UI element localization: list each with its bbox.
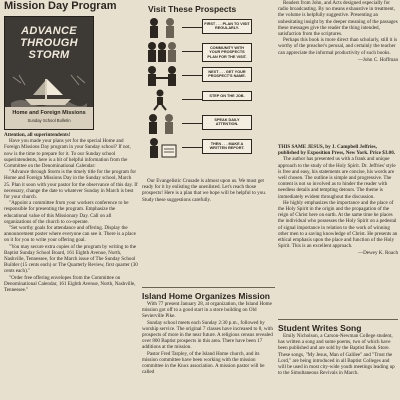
student-song-section [278,316,398,376]
section-divider [278,319,398,320]
article-title-island-home: Island Home Organizes Mission [142,291,271,301]
paragraph: Have you made your plans yet for the special Home and Foreign Missions Day program in your Sunday school? If not, now is the time to prepare for it. To our Sunday school superintendents, here is a bit of helpful information from the Committee on the Denominational Calendar: [4,138,131,170]
paragraph: With 77 present January 28, at organization, the Island Home mission got off to a good start in a store building on Old Sevierville Pike. [142,301,272,320]
paragraph: Perhaps this book is more direct than scholarly, still it is worthy of the preacher's perusal, and certainly the teacher can appreciate the informal productivity of such books. [278,37,398,56]
article-title-visit-prospects: Visit These Prospects [148,4,237,14]
paragraph: The author has presented us with a frank and unique approach to the study of the Holy Spirit. Dr. Jeffries' style is free and easy, his statements are concise, his words are well chosen. The outline is simple and progressive. The content is not so involved as to hinder the reader with needless details and tempting detours. The theme is immediately evident throughout the discussion. [278,156,396,200]
review-signature: —John C. Hoffman [357,56,398,63]
mission-poster [4,16,94,130]
paragraph: "Advance through Storm is the timely title for the program for Home and Foreign Missions Day in the Sunday school, March 25. Plan it soon with your pastor for the observance of this day. If necessary, change the date to whatever Sunday in March is best for your church. [4,169,138,201]
step-label: FIRST . . . PLAN TO VISIT REGULARLY. [202,19,252,34]
paragraph: Attention, all superintendents! [4,132,71,138]
paragraph: Sunday school meets each Sunday 2:30 p.m., followed by worship service. The original 7 classes have increased to 8, with prospects of more in the near future. A religious census revealed over 800 Baptist prospects in this area. There have been 17 additions at the mission. [142,319,273,351]
step-label: SPEAK DAILY ATTENTION. [202,115,252,130]
right-column [278,0,398,400]
middle-column [142,0,275,400]
poster-band-title: Home and Foreign Missions [12,110,86,116]
article-title-student-song: Student Writes Song [278,323,362,333]
step-label: THEN . . . MAKE A WRITTEN REPORT. [202,139,252,154]
step-label: STEP ON THE JOB. [202,91,252,101]
poster-title: ADVANCE THROUGH STORM [20,25,78,61]
paragraph: Pastor Fred Tarpley, of the Island Home church, and its mission committee have been working with the mission committee in the Knox association. A mission pastor will be called [142,350,265,376]
prospects-caption [142,178,275,203]
poster-band [5,107,93,129]
book-title: THIS SAME JESUS, by J. Campbell Jeffries, published by Exposition Press, New York. Price $3.00. [278,144,396,157]
paragraph: Emily Nicholson, a Carson-Newman College student, has written a song and some poems, two of which have been published and are sold by the Baptist Book Store. These songs, "My Jesus, Man of Galilee" and "Trust the Lord," are being introduced in all Baptist Colleges and will be used in most city-wide youth meetings leading up to the Simultaneous Revivals in March. [278,333,395,377]
island-home-section [142,284,275,375]
step-label: NEXT . . . GET YOUR PROSPECT'S NAME. [202,67,252,82]
paragraph: Readers from John, and Acts designed especially for radio broadcasting. By no means exhaustive in treatment, the volume is helpfully suggestive. Presenting an unhesitating insight by the deeper meaning of the passages these messages give the reader the thing intended, satisfaction from the scriptures. [278,0,398,38]
paragraph: Our Evangelistic Crusade is almost upon us. We must get ready for it by enlisting the unenlisted. Let's reach those prospects! Here is a plan that we hope will be helpful to you. Study these suggestions carefully. [142,178,267,203]
step-label: COMMUNITY WITH YOUR PROSPECTS PLAN FOR THE VISIT. [202,43,252,62]
review-one [278,0,398,65]
paragraph: "Set worthy goals for attendance and offering. Display the announcement poster where everyone can see it. There is a place on it for you to write your offering goal. [4,225,136,244]
review-signature: —Dewey K. Roach [357,250,398,257]
left-body [4,132,138,293]
section-divider [142,287,275,288]
poster-band-subtitle: Sunday School Bulletin [27,118,71,123]
paragraph: "You may secure extra copies of the program by writing to the Baptist Sunday School Board, 161 Eighth Avenue, North, Nashville, Tennessee, for the March issue of The Sunday School Builder (15 cents each) or The Quarterly Review, first quarter (30 cents each)." [4,243,138,275]
paragraph: He highly emphasizes the importance and the place of the Holy Spirit in the origin and the propagation of the reign of Christ here on earth. At the same time he places the individual who possesses the Holy Spirit on a pedestal of signal importance in relation to the work of winning other men to a saving knowledge of Christ. He presents an ethical emphasis upon the place and function of the Holy Spirit. This is an excellent approach. [278,199,398,250]
review-two [278,144,398,259]
paragraph: "Order free offering envelopes from the Committee on Denominational Calendar, 161 Eighth Avenue, North, Nashville, Tennessee." [4,274,136,294]
article-title-mission-day: Mission Day Program [4,0,117,12]
paragraph: "Appoint a committee from your workers conference to be responsible for presenting the program. Emphasize the educational value of this Missionary Day. Call on all organizations of the church to co-operate. [4,200,129,225]
